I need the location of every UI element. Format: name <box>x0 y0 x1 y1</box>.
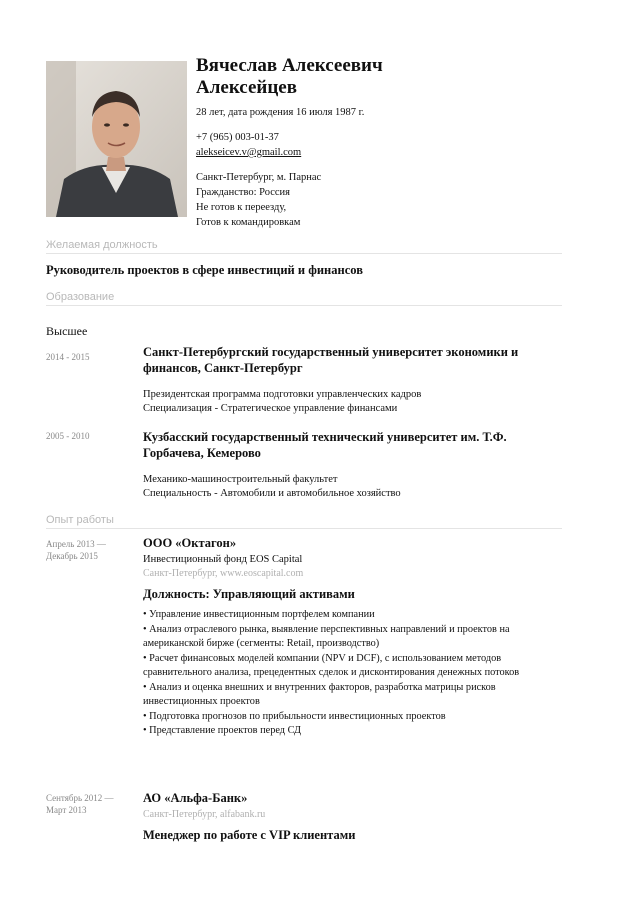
relocation: Не готов к переезду, <box>196 202 287 213</box>
job-start-date: Апрель 2013 — <box>46 539 106 549</box>
duty-item: инвестиционных проектов <box>143 696 260 707</box>
duty-item: • Подготовка прогнозов по прибыльности инвестиционных проектов <box>143 710 446 722</box>
phone-number: +7 (965) 003-01-37 <box>196 132 279 143</box>
personal-info <box>196 55 576 230</box>
duty-item: сравнительного анализа, прецедентных сделок и дисконтирования денежных потоков <box>143 667 520 678</box>
business-travel: Готов к командировкам <box>196 217 301 228</box>
experience-section <box>46 513 562 529</box>
job-end-date: Декабрь 2015 <box>46 551 98 561</box>
age-birthdate: 28 лет, дата рождения 16 июля 1987 г. <box>196 107 365 118</box>
full-name-line-1: Вячеслав Алексеевич <box>196 55 383 76</box>
desired-position-section <box>46 238 562 254</box>
duty-item: • Расчет финансовых моделей компании (NPV и DCF), с использованием методов <box>143 652 502 664</box>
duty-item: • Анализ и оценка внешних и внутренних факторов, разработка матрицы рисков <box>143 681 496 693</box>
duty-item: • Представление проектов перед СД <box>143 725 301 736</box>
citizenship: Гражданство: Россия <box>196 187 290 198</box>
job-start-date: Сентябрь 2012 — <box>46 793 114 803</box>
education-years: 2005 - 2010 <box>46 431 90 441</box>
education-heading: Образование <box>46 290 562 306</box>
duty-item: • Управление инвестиционным портфелем компании <box>143 609 375 620</box>
education-item <box>143 344 543 416</box>
education-section <box>46 290 562 306</box>
company-description: Инвестиционный фонд EOS Capital <box>143 554 303 565</box>
email-link[interactable]: alekseicev.v@gmail.com <box>196 147 302 158</box>
job-role: Менеджер по работе с VIP клиентами <box>143 828 356 842</box>
institution-name-cont: финансов, Санкт-Петербург <box>143 361 303 375</box>
desired-position-heading: Желаемая должность <box>46 238 562 254</box>
institution-name-cont: Горбачева, Кемерово <box>143 446 261 460</box>
institution-name: Кузбасский государственный технический университет им. Т.Ф. <box>143 430 507 444</box>
experience-heading: Опыт работы <box>46 513 562 529</box>
job-entry <box>143 535 543 739</box>
job-role: Должность: Управляющий активами <box>143 587 355 601</box>
company-name: АО «Альфа-Банк» <box>143 791 248 805</box>
desired-position: Руководитель проектов в сфере инвестиций и финансов <box>46 263 363 277</box>
location: Санкт-Петербург, м. Парнас <box>196 172 322 183</box>
job-dates <box>46 538 136 562</box>
job-entry <box>143 790 543 843</box>
company-location-site[interactable]: Санкт-Петербург, www.eoscapital.com <box>143 568 304 579</box>
education-years: 2014 - 2015 <box>46 352 90 362</box>
education-item <box>143 429 543 501</box>
institution-name: Санкт-Петербургский государственный университет экономики и <box>143 345 519 359</box>
full-name-line-2: Алексейцев <box>196 77 297 98</box>
company-location-site[interactable]: Санкт-Петербург, alfabank.ru <box>143 809 266 820</box>
duty-item: • Анализ отраслевого рынка, выявление перспективных направлений и проектов на <box>143 623 510 635</box>
profile-photo <box>46 61 187 217</box>
person-photo-icon <box>46 61 187 217</box>
job-dates <box>46 792 136 816</box>
specialty: Специальность - Автомобили и автомобильное хозяйство <box>143 488 401 499</box>
company-name: ООО «Октагон» <box>143 536 237 550</box>
duty-item: американской бирже (сегменты: Retail, производство) <box>143 638 380 649</box>
specialization: Специализация - Стратегическое управление финансами <box>143 403 398 414</box>
program: Президентская программа подготовки управленческих кадров <box>143 389 422 400</box>
faculty: Механико-машиностроительный факультет <box>143 474 338 485</box>
job-end-date: Март 2013 <box>46 805 87 815</box>
education-level: Высшее <box>46 324 88 338</box>
